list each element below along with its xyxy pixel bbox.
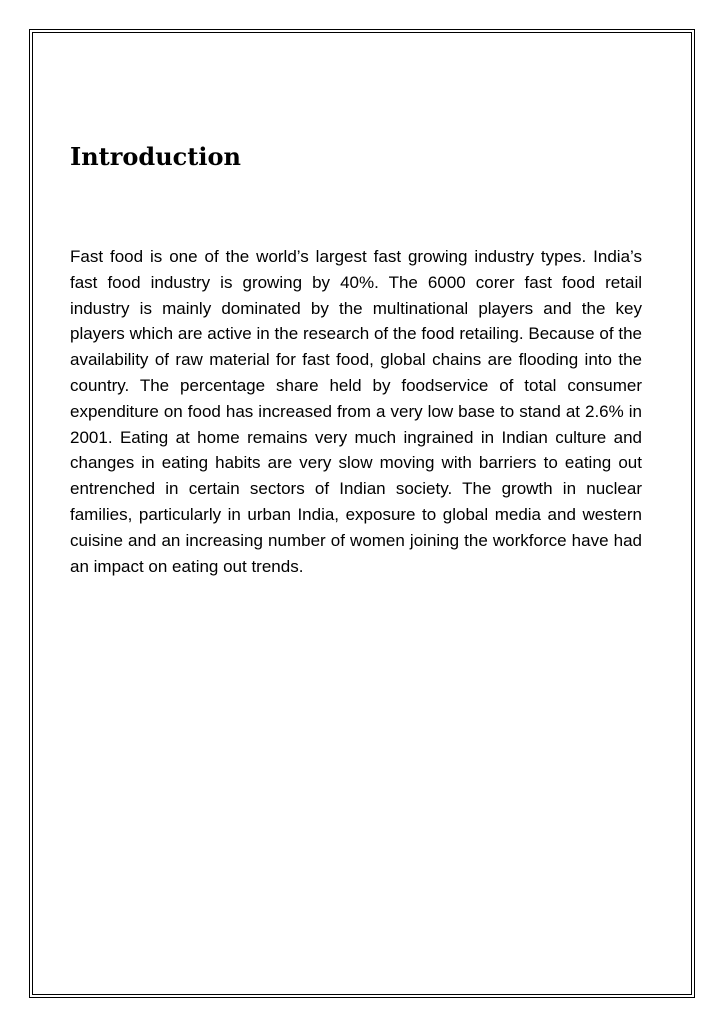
body-paragraph: Fast food is one of the world’s largest fast growing industry types. India’s fast food industry is growing by 40%. The 6000 corer fast food retail industry is mainly dominated by the multinational players and the key players which are active in the research of the food retailing. Because of the availability of raw material for fast food, global chains are flooding into the country. The percentage share held by foodservice of total consumer expenditure on food has increased from a very low base to stand at 2.6% in 2001. Eating at home remains very much ingrained in Indian culture and changes in eating habits are very slow moving with barriers to eating out entrenched in certain sectors of Indian society. The growth in nuclear families, particularly in urban India, exposure to global media and western cuisine and an increasing number of women joining the workforce have had an impact on eating out trends.: [70, 247, 642, 576]
page-title: Introduction: [70, 142, 241, 171]
